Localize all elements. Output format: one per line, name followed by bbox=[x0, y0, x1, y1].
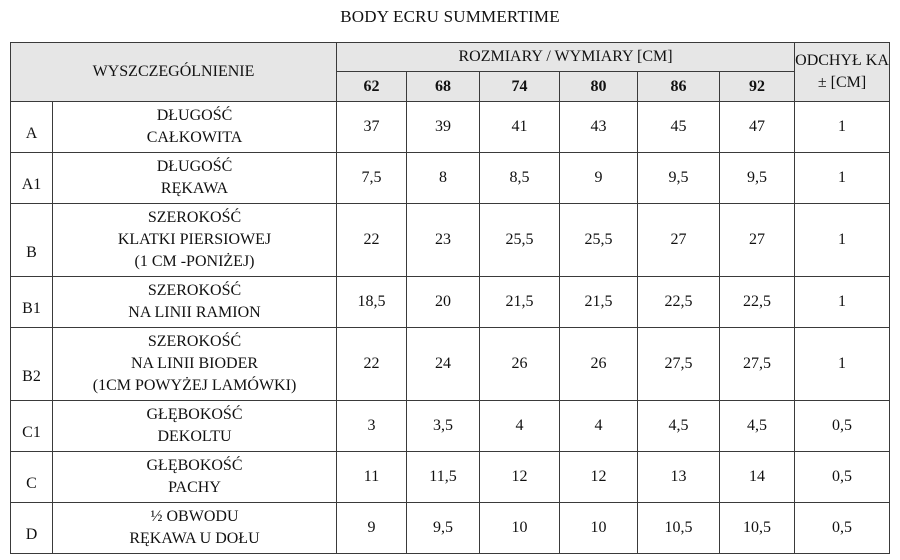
row-description: DŁUGOŚĆ RĘKAWA bbox=[53, 153, 337, 204]
page-title: BODY ECRU SUMMERTIME bbox=[340, 7, 560, 26]
table-cell: 14 bbox=[720, 452, 795, 503]
size-header: 86 bbox=[638, 72, 720, 102]
row-code: B2 bbox=[11, 328, 53, 401]
row-description: ½ OBWODU RĘKAWA U DOŁU bbox=[53, 503, 337, 554]
table-row bbox=[11, 452, 890, 503]
table-cell: 12 bbox=[560, 452, 638, 503]
table-cell: 21,5 bbox=[480, 277, 560, 328]
tolerance-cell: 1 bbox=[795, 277, 890, 328]
table-cell: 21,5 bbox=[560, 277, 638, 328]
table-cell: 23 bbox=[407, 204, 480, 277]
table-cell: 4,5 bbox=[638, 401, 720, 452]
table-cell: 9 bbox=[560, 153, 638, 204]
table-cell: 26 bbox=[560, 328, 638, 401]
table-cell: 3,5 bbox=[407, 401, 480, 452]
table-cell: 9 bbox=[337, 503, 407, 554]
size-header: 80 bbox=[560, 72, 638, 102]
table-cell: 41 bbox=[480, 102, 560, 153]
table-cell: 10 bbox=[480, 503, 560, 554]
table-cell: 47 bbox=[720, 102, 795, 153]
table-cell: 22 bbox=[337, 204, 407, 277]
tolerance-cell: 1 bbox=[795, 153, 890, 204]
table-cell: 9,5 bbox=[638, 153, 720, 204]
table-cell: 11,5 bbox=[407, 452, 480, 503]
table-cell: 26 bbox=[480, 328, 560, 401]
table-row bbox=[11, 401, 890, 452]
table-cell: 27,5 bbox=[720, 328, 795, 401]
table-cell: 10,5 bbox=[720, 503, 795, 554]
tolerance-cell: 1 bbox=[795, 204, 890, 277]
table-cell: 8 bbox=[407, 153, 480, 204]
tolerance-cell: 0,5 bbox=[795, 452, 890, 503]
table-cell: 4,5 bbox=[720, 401, 795, 452]
row-code: A bbox=[11, 102, 53, 153]
table-row bbox=[11, 102, 890, 153]
table-cell: 10 bbox=[560, 503, 638, 554]
table-row bbox=[11, 328, 890, 401]
size-header: 68 bbox=[407, 72, 480, 102]
table-cell: 9,5 bbox=[720, 153, 795, 204]
row-code: C1 bbox=[11, 401, 53, 452]
table-cell: 25,5 bbox=[560, 204, 638, 277]
table-cell: 39 bbox=[407, 102, 480, 153]
sizes-header: ROZMIARY / WYMIARY [CM] bbox=[337, 43, 795, 72]
row-description: DŁUGOŚĆ CAŁKOWITA bbox=[53, 102, 337, 153]
table-cell: 27 bbox=[720, 204, 795, 277]
table-cell: 22,5 bbox=[638, 277, 720, 328]
table-cell: 4 bbox=[480, 401, 560, 452]
table-cell: 43 bbox=[560, 102, 638, 153]
row-code: B bbox=[11, 204, 53, 277]
row-description: SZEROKOŚĆ NA LINII BIODER (1CM POWYŻEJ LAMÓWKI) bbox=[53, 328, 337, 401]
size-header: 62 bbox=[337, 72, 407, 102]
table-cell: 4 bbox=[560, 401, 638, 452]
table-row bbox=[11, 204, 890, 277]
row-code: D bbox=[11, 503, 53, 554]
table-row bbox=[11, 277, 890, 328]
tolerance-cell: 1 bbox=[795, 102, 890, 153]
size-header: 74 bbox=[480, 72, 560, 102]
tolerance-cell: 0,5 bbox=[795, 503, 890, 554]
tolerance-header: ODCHYŁ KA ± [CM] bbox=[795, 43, 890, 102]
table-body bbox=[11, 102, 890, 554]
table-cell: 25,5 bbox=[480, 204, 560, 277]
table-cell: 37 bbox=[337, 102, 407, 153]
size-table bbox=[10, 42, 890, 554]
row-code: A1 bbox=[11, 153, 53, 204]
table-cell: 11 bbox=[337, 452, 407, 503]
table-header bbox=[11, 43, 890, 102]
table-cell: 22 bbox=[337, 328, 407, 401]
table-cell: 27,5 bbox=[638, 328, 720, 401]
table-cell: 24 bbox=[407, 328, 480, 401]
table-cell: 45 bbox=[638, 102, 720, 153]
tolerance-cell: 0,5 bbox=[795, 401, 890, 452]
table-cell: 20 bbox=[407, 277, 480, 328]
table-cell: 3 bbox=[337, 401, 407, 452]
row-code: C bbox=[11, 452, 53, 503]
table-cell: 9,5 bbox=[407, 503, 480, 554]
table-cell: 10,5 bbox=[638, 503, 720, 554]
table-cell: 22,5 bbox=[720, 277, 795, 328]
size-header: 92 bbox=[720, 72, 795, 102]
table-cell: 13 bbox=[638, 452, 720, 503]
table-cell: 18,5 bbox=[337, 277, 407, 328]
row-description: SZEROKOŚĆ NA LINII RAMION bbox=[53, 277, 337, 328]
row-description: SZEROKOŚĆ KLATKI PIERSIOWEJ (1 CM -PONIŻEJ) bbox=[53, 204, 337, 277]
table-cell: 12 bbox=[480, 452, 560, 503]
row-code: B1 bbox=[11, 277, 53, 328]
row-description: GŁĘBOKOŚĆ DEKOLTU bbox=[53, 401, 337, 452]
spec-header: WYSZCZEGÓLNIENIE bbox=[11, 43, 337, 102]
table-row bbox=[11, 503, 890, 554]
table-cell: 27 bbox=[638, 204, 720, 277]
table-row bbox=[11, 153, 890, 204]
tolerance-cell: 1 bbox=[795, 328, 890, 401]
table-cell: 7,5 bbox=[337, 153, 407, 204]
row-description: GŁĘBOKOŚĆ PACHY bbox=[53, 452, 337, 503]
table-cell: 8,5 bbox=[480, 153, 560, 204]
